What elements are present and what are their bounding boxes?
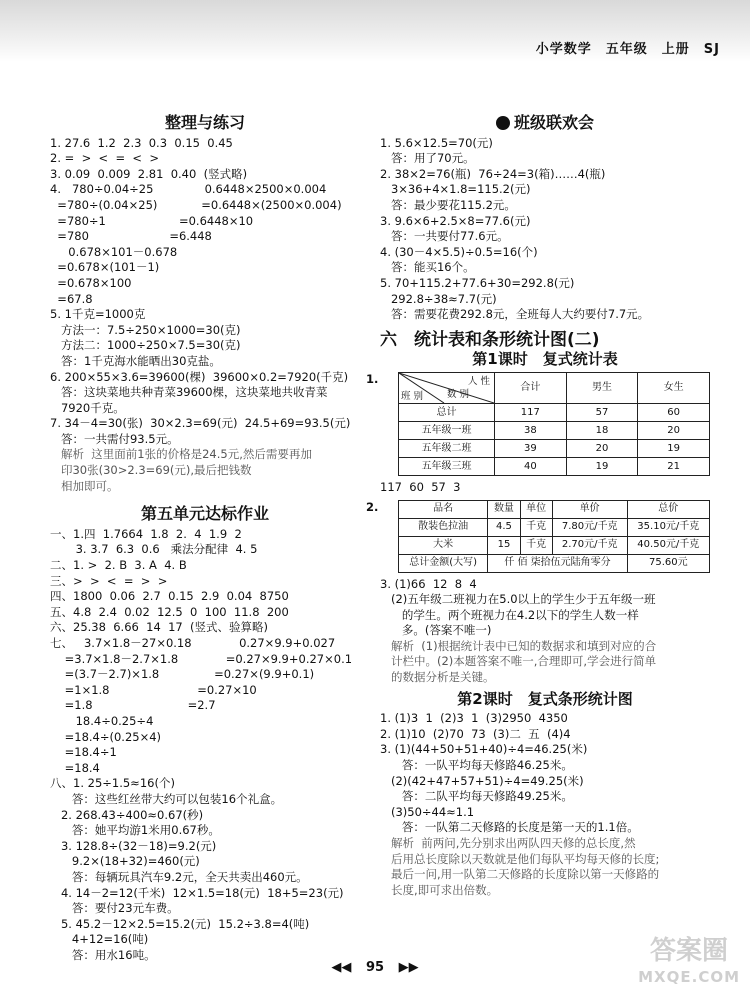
- answer-line: 答：用水16吨。: [50, 947, 156, 962]
- answer-line: 5. 1千克=1000克: [50, 307, 146, 322]
- answer-line: 4. 14－2=12(千米) 12×1.5=18(元) 18+5=23(元): [50, 885, 344, 900]
- answer-line: =0.678×(101－1): [50, 260, 160, 275]
- review-answers: [50, 136, 360, 448]
- answer-line: =780 =6.448: [50, 229, 212, 244]
- explanation-line: 长度,即可求出倍数。: [380, 882, 499, 897]
- answer-line: (2)五年级二班视力在5.0以上的学生少于五年级一班: [380, 592, 656, 607]
- answer-line: 二、1. > 2. B 3. A 4. B: [50, 558, 187, 573]
- answer-line: 1. 27.6 1.2 2.3 0.3 0.15 0.45: [50, 135, 233, 150]
- table-cell: 总计: [399, 403, 495, 421]
- prev-page-icon[interactable]: ◀◀: [331, 960, 352, 975]
- table-cell: 千克: [520, 536, 552, 554]
- table-row: [399, 457, 710, 475]
- answer-line: 答：能买16个。: [380, 260, 475, 275]
- explanation-line: 的数据分析是关键。: [380, 670, 495, 685]
- explanation-line: 相加即可。: [50, 478, 119, 493]
- table-row: [399, 421, 710, 439]
- table-cell: 38: [495, 421, 567, 439]
- section-title-unit5: 第五单元达标作业: [140, 504, 269, 524]
- diag-label-mid: 数 别: [447, 388, 470, 400]
- answer-line: 4. 780÷0.04÷25 0.6448×2500×0.004: [50, 182, 327, 197]
- table-cell: 7.80元/千克: [552, 518, 627, 536]
- review-explanation: [50, 447, 360, 494]
- table-header-cell: 合计: [495, 372, 567, 403]
- section-title-review: 整理与练习: [164, 113, 245, 132]
- lesson2-explanation: [380, 836, 710, 898]
- answer-line: =0.678×100: [50, 275, 132, 290]
- answer-line: =18.4÷1: [50, 745, 117, 760]
- answer-line: 6. 200×55×3.6=39600(棵) 39600×0.2=7920(千克): [50, 369, 349, 384]
- explanation-line: 计栏中。(2)本题答案不唯一,合理即可,学会进行简单: [380, 654, 657, 669]
- answer-line: 七、 3.7×1.8－27×0.18 0.27×9.9+0.027: [50, 636, 336, 650]
- total-label: 总计金额(大写): [399, 554, 488, 572]
- table-row: [399, 403, 710, 421]
- answer-line: 3. 3.7 6.3 0.6 乘法分配律 4. 5: [50, 542, 258, 557]
- q2-table-wrap: [366, 499, 710, 573]
- table-cell: 19: [566, 457, 638, 475]
- table-header-row: [399, 372, 710, 403]
- next-page-icon[interactable]: ▶▶: [398, 960, 419, 975]
- answer-line: 答：这块菜地共种青菜39600棵，这块菜地共收青菜: [50, 385, 328, 400]
- answer-line: (2)(42+47+57+51)÷4=49.25(米): [380, 773, 584, 788]
- answer-line: 3. 9.6×6+2.5×8=77.6(元): [380, 213, 531, 228]
- chapter-title: 六 统计表和条形统计图(二): [380, 329, 600, 350]
- party-answers: [380, 136, 710, 323]
- table-header-cell: 女生: [638, 372, 710, 403]
- answer-line: 答：要付23元车费。: [50, 901, 179, 916]
- table-header-cell: 数量: [488, 500, 520, 518]
- table-header-cell: 单价: [552, 500, 627, 518]
- table-cell: 五年级一班: [399, 421, 495, 439]
- diagonal-header-cell: [399, 372, 495, 403]
- watermark-logo: 答案圈: [650, 936, 729, 966]
- answer-line: 答：一共要付77.6元。: [380, 229, 509, 244]
- answer-line: =(3.7－2.7)×1.8 =0.27×(9.9+0.1): [50, 667, 315, 682]
- question-number: 1.: [366, 371, 379, 386]
- answer-line: 2. 268.43÷400≈0.67(秒): [50, 807, 204, 822]
- answer-line: 18.4÷0.25÷4: [50, 713, 154, 728]
- table-header-cell: 单位: [520, 500, 552, 518]
- answer-line: 2. (1)10 (2)70 73 (3)二 五 (4)4: [380, 726, 571, 741]
- answer-line: 一、1.四 1.7664 1.8 2. 4 1.9 2: [50, 526, 242, 541]
- answer-line: 4. (30－4×5.5)÷0.5=16(个): [380, 244, 538, 259]
- table-cell: 20: [638, 421, 710, 439]
- answer-line: =1.8 =2.7: [50, 698, 216, 713]
- diag-label-top: 人 性: [467, 375, 490, 387]
- answer-line: 2. 38×2=76(瓶) 76÷24=3(箱)……4(瓶): [380, 166, 606, 181]
- answer-line: 答：一共需付93.5元。: [50, 431, 179, 446]
- answer-line: 0.678×101－0.678: [50, 244, 178, 259]
- answer-line: 答：1千克海水能晒出30克盐。: [50, 353, 221, 368]
- answer-line: 答：需要花费292.8元，全班每人大约要付7.7元。: [380, 307, 650, 322]
- table-cell: 35.10元/千克: [627, 518, 709, 536]
- explanation-line: 后用总长度除以天数就是他们每队平均每天修的长度;: [380, 851, 660, 866]
- answer-line: 的学生。两个班视力在4.2以下的学生人数一样: [380, 607, 639, 622]
- diag-label-bottom: 班 别: [401, 390, 424, 402]
- table1-answer-line: 117 60 57 3: [380, 479, 461, 494]
- watermark-url: MXQE.COM: [638, 968, 740, 986]
- explanation-line: 最后一问,用一队第二天修路的长度除以第一天修路的: [380, 867, 660, 882]
- answer-line: 1. (1)3 1 (2)3 1 (3)2950 4350: [380, 711, 568, 726]
- answer-line: 2. = > < = < >: [50, 151, 159, 166]
- table-cell: 五年级二班: [399, 439, 495, 457]
- table-cell: 21: [638, 457, 710, 475]
- answer-line: 答：一队第二天修路的长度是第一天的1.1倍。: [380, 820, 639, 835]
- table-header-cell: 总价: [627, 500, 709, 518]
- answer-line: 3. (1)66 12 8 4: [380, 576, 477, 591]
- explanation-line: 解析 (1)根据统计表中已知的数据求和填到对应的合: [380, 638, 657, 653]
- table-cell: 39: [495, 439, 567, 457]
- explanation-line: 解析 前两问,先分别求出两队四天修的总长度,然: [380, 836, 636, 850]
- answer-line: 7920千克。: [50, 400, 125, 415]
- lesson2-title: 第2课时 复式条形统计图: [457, 689, 633, 708]
- explanation-line: 解析 这里面前1张的价格是24.5元,然后需要再加: [50, 447, 312, 462]
- stats-table: [398, 372, 710, 476]
- table-row: [399, 536, 710, 554]
- answer-line: 答：她平均游1米用0.67秒。: [50, 823, 220, 838]
- answer-line: 3×36+4×1.8=115.2(元): [380, 182, 531, 197]
- answer-line: 7. 34－4=30(张) 30×2.3=69(元) 24.5+69=93.5(元): [50, 416, 351, 431]
- lesson1-title: 第1课时 复式统计表: [472, 350, 618, 369]
- table-cell: 19: [638, 439, 710, 457]
- table-cell: 散装色拉油: [399, 518, 488, 536]
- q1-table-wrap: [366, 371, 710, 476]
- answer-line: 多。(答案不唯一): [380, 623, 492, 638]
- table-header-cell: 男生: [566, 372, 638, 403]
- table-cell: 五年级三班: [399, 457, 495, 475]
- answer-line: =18.4: [50, 760, 100, 775]
- answer-line: 4+12=16(吨): [50, 932, 149, 947]
- right-column: [366, 108, 710, 898]
- page-number: 95: [365, 960, 385, 975]
- table-cell: 18: [566, 421, 638, 439]
- unit5-answers: [50, 527, 360, 964]
- table-total-row: [399, 554, 710, 572]
- table-header-row: [399, 500, 710, 518]
- answer-line: 3. 0.09 0.009 2.81 0.40 (竖式略): [50, 166, 248, 181]
- answer-line: 方法二：1000÷250×7.5=30(克): [50, 338, 241, 353]
- table-cell: 40: [495, 457, 567, 475]
- answer-line: =18.4÷(0.25×4): [50, 729, 162, 744]
- answer-line: 9.2×(18+32)=460(元): [50, 854, 200, 869]
- table-cell: 117: [495, 403, 567, 421]
- table-header-cell: 品名: [399, 500, 488, 518]
- table-row: [399, 518, 710, 536]
- answer-line: 3. (1)(44+50+51+40)÷4=46.25(米): [380, 742, 588, 757]
- answer-line: 答：这些红丝带大约可以包装16个礼盒。: [50, 791, 283, 806]
- table-cell: 57: [566, 403, 638, 421]
- q3-answers: [380, 577, 710, 639]
- total-words: 仟 佰 柒拾伍元陆角零分: [488, 554, 627, 572]
- answer-line: =67.8: [50, 291, 93, 306]
- answer-line: =3.7×1.8－2.7×1.8 =0.27×9.9+0.27×0.1: [50, 651, 353, 666]
- answer-line: 答：用了70元。: [380, 151, 475, 166]
- table-cell: 大米: [399, 536, 488, 554]
- q3-explanation: [380, 639, 710, 686]
- answer-line: 5. 45.2－12×2.5=15.2(元) 15.2÷3.8=4(吨): [50, 916, 310, 931]
- receipt-table: [398, 500, 710, 573]
- table-cell: 60: [638, 403, 710, 421]
- table-cell: 20: [566, 439, 638, 457]
- answer-line: =780÷1 =0.6448×10: [50, 213, 254, 228]
- answer-line: 答：一队平均每天修路46.25米。: [380, 758, 573, 773]
- book-header: 小学数学 五年级 上册 SJ: [535, 42, 720, 57]
- table-cell: 4.5: [488, 518, 520, 536]
- answer-line: 答：最少要花115.2元。: [380, 197, 516, 212]
- table-cell: 千克: [520, 518, 552, 536]
- answer-line: 三、> > < = > >: [50, 573, 168, 588]
- left-column: [50, 108, 360, 963]
- answer-line: 答：每辆玩具汽车9.2元，全天共卖出460元。: [50, 869, 308, 884]
- total-value: 75.60元: [627, 554, 709, 572]
- answer-line: 四、1800 0.06 2.7 0.15 2.9 0.04 8750: [50, 589, 289, 604]
- answer-line: 3. 128.8÷(32－18)=9.2(元): [50, 838, 217, 853]
- table-cell: 2.70元/千克: [552, 536, 627, 554]
- answer-line: 5. 70+115.2+77.6+30=292.8(元): [380, 275, 575, 290]
- explanation-line: 印30张(30>2.3=69(元),最后把钱数: [50, 463, 252, 478]
- answer-line: =1×1.8 =0.27×10: [50, 682, 257, 697]
- answer-line: 六、25.38 6.66 14 17 (竖式、验算略): [50, 620, 269, 635]
- answer-line: 答：二队平均每天修路49.25米。: [380, 789, 573, 804]
- answer-line: 八、1. 25÷1.5≈16(个): [50, 776, 175, 791]
- watermark: [638, 938, 740, 990]
- table-cell: 40.50元/千克: [627, 536, 709, 554]
- answer-line: (3)50÷44≈1.1: [380, 804, 475, 819]
- answer-line: 五、4.8 2.4 0.02 12.5 0 100 11.8 200: [50, 604, 289, 619]
- answer-line: 1. 5.6×12.5=70(元): [380, 135, 493, 150]
- table-row: [399, 439, 710, 457]
- question-number: 2.: [366, 499, 379, 514]
- table-cell: 15: [488, 536, 520, 554]
- answer-line: 292.8÷38≈7.7(元): [380, 291, 497, 306]
- answer-line: 方法一：7.5÷250×1000=30(克): [50, 322, 241, 337]
- answer-line: =780÷(0.04×25) =0.6448×(2500×0.004): [50, 197, 342, 212]
- section-title-party: 班级联欢会: [380, 115, 710, 131]
- lesson2-answers: [380, 711, 710, 836]
- bullet-icon: [496, 116, 510, 130]
